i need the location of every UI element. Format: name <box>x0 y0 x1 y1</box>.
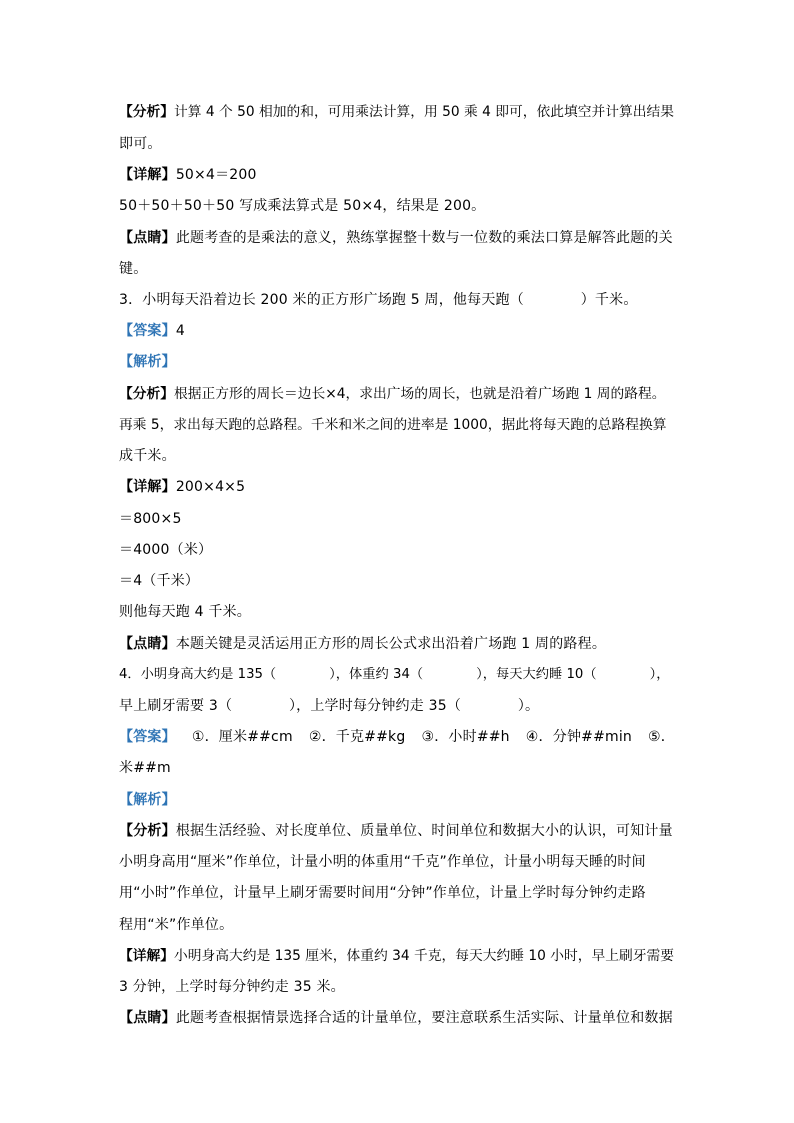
section-tag: 【分析】 <box>119 823 176 839</box>
section-tag: 【点睛】 <box>119 230 176 246</box>
text-line <box>119 696 539 716</box>
line-text: 根据生活经验、对长度单位、质量单位、时间单位和数据大小的认识，可知计量 <box>175 823 673 839</box>
text-line <box>119 384 666 404</box>
question-4 <box>119 665 669 685</box>
answer-items <box>119 727 675 747</box>
line-text: ＝800×5 <box>119 511 182 527</box>
section-tag: 【分析】 <box>119 386 175 402</box>
line-text: 小明身高用“厘米”作单位，计量小明的体重用“千克”作单位，计量小明每天睡的时间 <box>119 854 646 870</box>
line-text: 成千米。 <box>119 448 176 464</box>
answer-item: ④．分钟##min <box>525 729 633 745</box>
line-text: ＝4000（米） <box>119 542 213 558</box>
text-line <box>119 540 212 560</box>
text-line <box>119 946 674 966</box>
text-line <box>119 883 646 903</box>
answer-item: ⑤． <box>648 729 675 745</box>
text-line <box>119 196 485 216</box>
answer-tag: 【答案】 <box>119 323 176 339</box>
line-text: 4．小明身高大约是 135（ ），体重约 34（ ），每天大约睡 10（ ）， <box>119 667 670 682</box>
answer-item: ③．小时##h <box>421 729 510 745</box>
answer-tag: 【答案】 <box>119 729 176 745</box>
text-line <box>119 790 176 810</box>
text-line <box>119 165 257 185</box>
section-tag: 【详解】 <box>119 479 176 495</box>
line-text: 则他每天跑 4 千米。 <box>119 604 252 620</box>
text-line <box>119 1008 673 1028</box>
text-line <box>119 634 606 654</box>
text-line <box>119 134 162 154</box>
text-line <box>119 509 182 529</box>
section-tag: 【分析】 <box>119 104 175 120</box>
text-line <box>119 321 185 341</box>
section-tag: 【点睛】 <box>119 636 176 652</box>
line-text: 本题关键是灵活运用正方形的周长公式求出沿着广场跑 1 周的路程。 <box>175 636 607 652</box>
section-tag: 【点睛】 <box>119 1010 176 1026</box>
text-line <box>119 758 171 778</box>
text-line <box>119 915 233 935</box>
line-text: 即可。 <box>119 136 162 152</box>
line-text: 程用“米”作单位。 <box>119 917 234 933</box>
line-text: 早上刷牙需要 3（ ），上学时每分钟约走 35（ ）。 <box>119 698 540 714</box>
line-text: 米##m <box>119 760 171 776</box>
text-line <box>119 102 674 122</box>
text-line <box>119 228 673 248</box>
answer-item: ①．厘米##cm <box>191 729 293 745</box>
text-line <box>119 571 199 591</box>
line-text: 3 分钟，上学时每分钟约走 35 米。 <box>119 979 345 995</box>
text-line <box>119 415 667 435</box>
line-text: 计算 4 个 50 相加的和，可用乘法计算，用 50 乘 4 即可，依此填空并计算出结果 <box>174 104 674 120</box>
answer-item: ②．千克##kg <box>308 729 406 745</box>
line-text: 50＋50＋50＋50 写成乘法算式是 50×4，结果是 200。 <box>119 198 486 214</box>
line-text: 根据正方形的周长＝边长×4，求出广场的周长，也就是沿着广场跑 1 周的路程。 <box>174 386 666 402</box>
question-3 <box>119 290 638 310</box>
analysis-tag: 【解析】 <box>119 792 176 808</box>
section-tag: 【详解】 <box>119 167 176 183</box>
text-line <box>119 446 176 466</box>
line-text: 此题考查根据情景选择合适的计量单位，要注意联系生活实际、计量单位和数据 <box>175 1010 673 1026</box>
analysis-tag: 【解析】 <box>119 354 176 370</box>
line-text: 再乘 5，求出每天跑的总路程。千米和米之间的进率是 1000，据此将每天跑的总路程换算 <box>119 417 667 433</box>
text-line <box>119 821 673 841</box>
text-line <box>119 477 245 497</box>
section-tag: 【详解】 <box>119 948 175 964</box>
text-line <box>119 602 251 622</box>
text-line <box>119 852 646 872</box>
line-text: 用“小时”作单位，计量早上刷牙需要时间用“分钟”作单位，计量上学时每分钟约走路 <box>119 885 646 901</box>
line-text: 50×4＝200 <box>175 167 257 183</box>
text-line <box>119 352 176 372</box>
line-text: 此题考查的是乘法的意义，熟练掌握整十数与一位数的乘法口算是解答此题的关 <box>175 230 673 246</box>
line-text: 3．小明每天沿着边长 200 米的正方形广场跑 5 周，他每天跑（ ）千米。 <box>119 292 638 308</box>
line-text: 小明身高大约是 135 厘米，体重约 34 千克，每天大约睡 10 小时，早上刷牙需要 <box>174 948 674 964</box>
line-text: ＝4（千米） <box>119 573 200 589</box>
text-line <box>119 259 147 279</box>
line-text: 4 <box>175 323 185 339</box>
line-text: 键。 <box>119 261 148 277</box>
text-line <box>119 977 345 997</box>
line-text: 200×4×5 <box>175 479 246 495</box>
